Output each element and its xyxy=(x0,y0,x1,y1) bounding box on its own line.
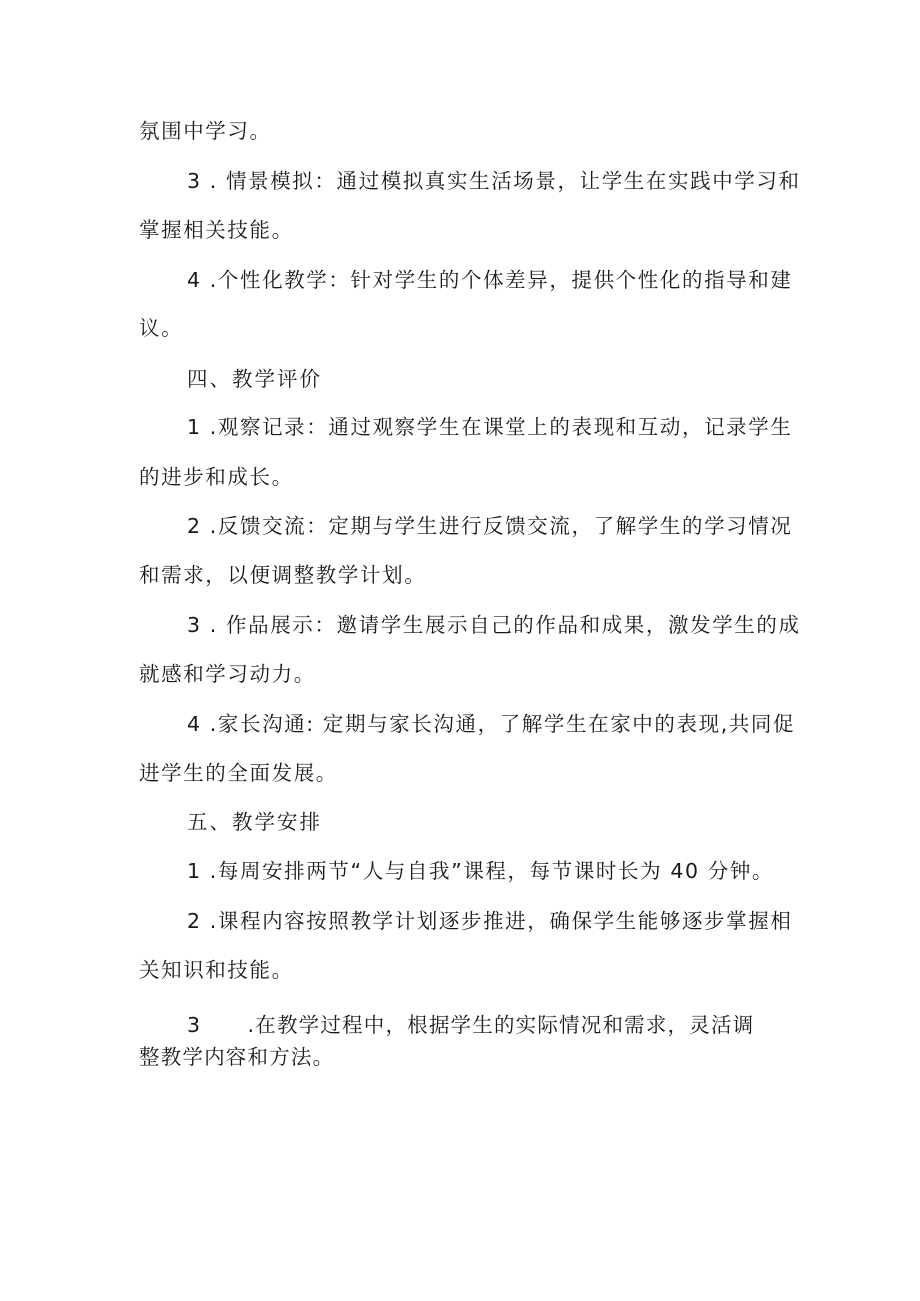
list-item-line: 4 .个性化教学：针对学生的个体差异，提供个性化的指导和建 xyxy=(187,268,793,292)
list-item-line: 2 .课程内容按照教学计划逐步推进，确保学生能够逐步掌握相 xyxy=(187,909,793,933)
paragraph-line: 议。 xyxy=(139,316,184,340)
section-heading: 四、教学评价 xyxy=(187,367,322,391)
paragraph-line: 的进步和成长。 xyxy=(139,465,294,489)
paragraph-line: 掌握相关技能。 xyxy=(139,218,294,242)
paragraph-line: 整教学内容和方法。 xyxy=(139,1045,335,1069)
list-item-line: 2 .反馈交流：定期与学生进行反馈交流，了解学生的学习情况 xyxy=(187,514,793,538)
section-heading: 五、教学安排 xyxy=(187,810,322,834)
paragraph-line: 关知识和技能。 xyxy=(139,958,294,982)
list-item-line: 1 .每周安排两节“人与自我”课程，每节课时长为 40 分钟。 xyxy=(187,859,775,883)
list-item-line: 4 .家长沟通: 定期与家长沟通，了解学生在家中的表现,共同促 xyxy=(187,712,796,736)
paragraph-line: 进学生的全面发展。 xyxy=(139,761,338,785)
list-item-line: 3 .在教学过程中，根据学生的实际情况和需求，灵活调 xyxy=(187,1013,755,1037)
paragraph-line: 就感和学习动力。 xyxy=(139,662,316,686)
list-item-line: 3 . 作品展示：邀请学生展示自己的作品和成果，激发学生的成 xyxy=(187,613,801,637)
list-item-line: 3 . 情景模拟：通过模拟真实生活场景，让学生在实践中学习和 xyxy=(187,169,801,193)
paragraph-line: 和需求，以便调整教学计划。 xyxy=(139,563,427,587)
list-item-line: 1 .观察记录：通过观察学生在课堂上的表现和互动，记录学生 xyxy=(187,415,793,439)
paragraph-line: 氛围中学习。 xyxy=(139,119,272,143)
